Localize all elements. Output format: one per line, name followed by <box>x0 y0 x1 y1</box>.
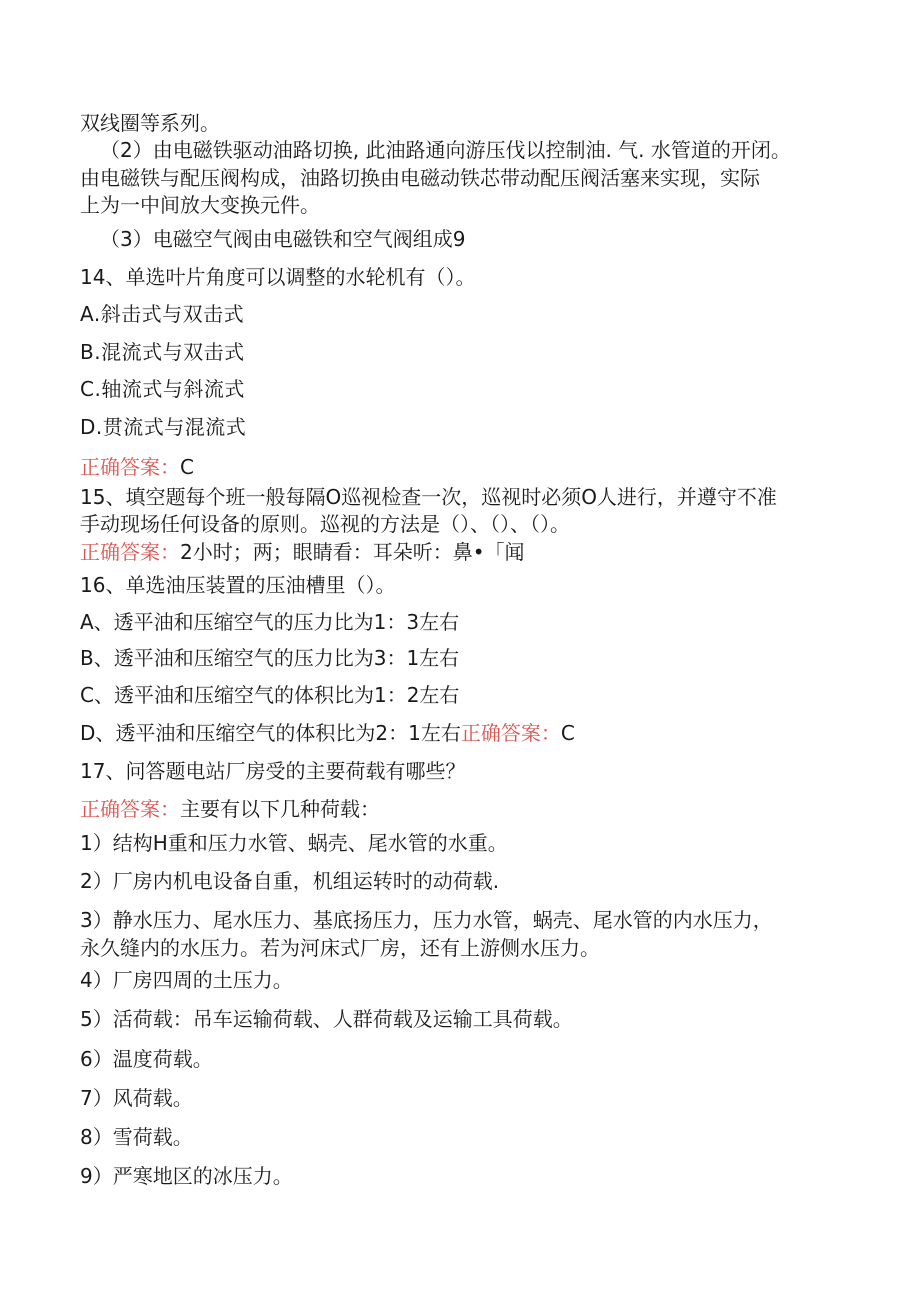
list-item: 5）活荷载：吊车运输荷载、人群荷载及运输工具荷载。 <box>80 1007 573 1031</box>
list-item: 7）风荷载。 <box>80 1086 193 1110</box>
answer-label: 正确答案： <box>460 721 561 745</box>
text-line: 手动现场任何设备的原则。巡视的方法是（）、（）、（）。 <box>80 512 570 536</box>
answer-value: 2小时；两；眼睛看：耳朵听：鼻•「闻 <box>180 540 525 564</box>
answer-line <box>80 454 840 480</box>
question-16: 16、单选油压装置的压油槽里（）。 <box>80 573 396 597</box>
option-d-with-answer <box>80 720 840 746</box>
list-item-continuation: 永久缝内的水压力。若为河床式厂房，还有上游侧水压力。 <box>80 936 600 960</box>
answer-label: 正确答案： <box>80 797 180 821</box>
list-item: 2）厂房内机电设备自重，机组运转时的动荷载. <box>80 869 500 893</box>
answer-line <box>80 796 840 822</box>
answer-value: C <box>180 455 194 479</box>
list-item: 4）厂房四周的土压力。 <box>80 968 293 992</box>
option-b: B.混流式与双击式 <box>80 340 245 364</box>
text-line: 由电磁铁与配压阀构成，油路切换由电磁动铁芯带动配压阀活塞来实现，实际 <box>80 166 760 190</box>
answer-value: 主要有以下几种荷载： <box>180 797 380 821</box>
answer-value: C <box>560 721 575 745</box>
option-a: A.斜击式与双击式 <box>80 302 245 326</box>
option-c: C、透平油和压缩空气的体积比为1：2左右 <box>80 683 460 707</box>
list-item: 1）结构H重和压力水管、蜗壳、尾水管的水重。 <box>80 831 508 855</box>
option-d: D、透平油和压缩空气的体积比为2：1左右 <box>80 721 461 745</box>
option-a: A、透平油和压缩空气的压力比为1：3左右 <box>80 610 460 634</box>
option-c: C.轴流式与斜流式 <box>80 377 245 401</box>
answer-label: 正确答案： <box>80 455 180 479</box>
text-line: 上为一中间放大变换元件。 <box>80 193 320 217</box>
answer-label: 正确答案： <box>80 540 180 564</box>
list-item: 9）严寒地区的冰压力。 <box>80 1164 293 1188</box>
question-14: 14、单选叶片角度可以调整的水轮机有（）。 <box>80 265 476 289</box>
text-line: （3）电磁空气阀由电磁铁和空气阀组成9 <box>100 227 466 251</box>
text-line: （2）由电磁铁驱动油路切换, 此油路通向游压伐以控制油. 气. 水管道的开闭。 <box>100 138 791 162</box>
option-d: D.贯流式与混流式 <box>80 415 247 439</box>
answer-line <box>80 539 840 565</box>
question-15: 15、填空题每个班一般每隔O巡视检查一次，巡视时必须O人进行，并遵守不准 <box>80 485 777 509</box>
question-17: 17、问答题电站厂房受的主要荷载有哪些？ <box>80 759 466 783</box>
list-item: 6）温度荷载。 <box>80 1047 213 1071</box>
text-line: 双线圈等系列。 <box>80 111 220 135</box>
list-item: 8）雪荷载。 <box>80 1125 193 1149</box>
list-item: 3）静水压力、尾水压力、基底扬压力，压力水管，蜗壳、尾水管的内水压力， <box>80 908 773 932</box>
option-b: B、透平油和压缩空气的压力比为3：1左右 <box>80 646 460 670</box>
